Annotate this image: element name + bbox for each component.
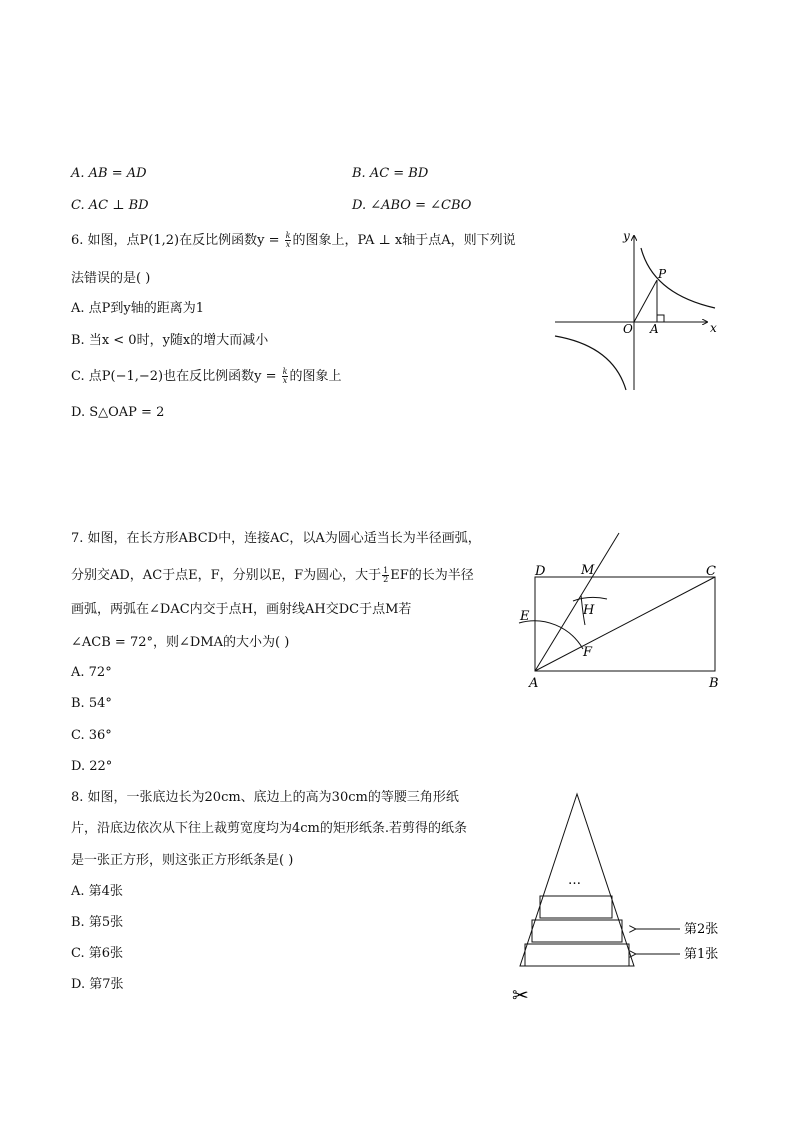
q7-option-a: A. 72° bbox=[71, 665, 112, 680]
q6-label-a: A bbox=[650, 322, 659, 336]
q7-label-e: E bbox=[520, 609, 530, 624]
q7-label-a: A bbox=[529, 676, 539, 691]
q8-option-c: C. 第6张 bbox=[71, 946, 124, 961]
q7-stem-part1: 分别交AD，AC于点E，F，分别以E，F为圆心，大于 bbox=[71, 568, 382, 583]
q7-stem-part2: EF的长为半径 bbox=[390, 568, 474, 583]
q7-option-c: C. 36° bbox=[71, 728, 112, 743]
q5-option-a: A. AB = AD bbox=[71, 166, 147, 181]
q6-stem-part1: 6. 如图，点P(1,2)在反比例函数y = bbox=[71, 233, 284, 248]
q7-frac-den: 2 bbox=[383, 575, 389, 584]
q6-frac-den: x bbox=[285, 240, 291, 249]
q7-stem-line2 bbox=[71, 567, 474, 585]
q6-stem-line2: 法错误的是( ) bbox=[71, 271, 151, 286]
q6-option-c bbox=[71, 368, 341, 386]
q7-label-h: H bbox=[583, 603, 595, 618]
q6-option-b: B. 当x < 0时，y随x的增大而减小 bbox=[71, 333, 269, 348]
q6-segment-op bbox=[634, 280, 657, 322]
q8-label-strip-1: 第1张 bbox=[684, 947, 719, 962]
q8-option-b: B. 第5张 bbox=[71, 915, 124, 930]
q6-c-frac-den: x bbox=[282, 376, 288, 385]
q7-label-m: M bbox=[581, 563, 595, 578]
q5-option-c: C. AC ⊥ BD bbox=[71, 198, 149, 213]
q8-ellipsis: … bbox=[568, 873, 581, 888]
q6-c-frac-num: k bbox=[282, 367, 288, 376]
q6-fraction bbox=[285, 232, 292, 249]
q7-option-b: B. 54° bbox=[71, 696, 112, 711]
q7-label-f: F bbox=[583, 645, 593, 660]
q6-label-x: x bbox=[710, 321, 717, 335]
q7-stem-line4: ∠ACB = 72°，则∠DMA的大小为( ) bbox=[71, 635, 290, 650]
q8-strip-2 bbox=[532, 920, 622, 942]
q8-stem-line2: 片，沿底边依次从下往上裁剪宽度均为4cm的矩形纸条.若剪得的纸条 bbox=[71, 821, 468, 836]
q7-option-d: D. 22° bbox=[71, 759, 113, 774]
q8-triangle-figure bbox=[510, 788, 730, 1010]
q7-stem-line3: 画弧，两弧在∠DAC内交于点H，画射线AH交DC于点M若 bbox=[71, 602, 412, 617]
q6-option-c-part1: C. 点P(−1,−2)也在反比例函数y = bbox=[71, 369, 281, 384]
q6-option-c-fraction bbox=[282, 368, 289, 385]
q6-option-c-part2: 的图象上 bbox=[289, 369, 342, 384]
q7-frac-num: 1 bbox=[383, 566, 389, 575]
q8-strip-1 bbox=[525, 944, 629, 966]
q7-diagonal-ac bbox=[535, 577, 715, 671]
q8-option-d: D. 第7张 bbox=[71, 977, 124, 992]
q6-frac-num: k bbox=[285, 231, 291, 240]
q8-option-a: A. 第4张 bbox=[71, 884, 123, 899]
q7-label-b: B bbox=[709, 676, 719, 691]
q6-label-y: y bbox=[623, 229, 630, 243]
q7-label-c: C bbox=[706, 564, 716, 579]
q8-stem-line1: 8. 如图，一张底边长为20cm、底边上的高为30cm的等腰三角形纸 bbox=[71, 790, 459, 805]
scissors-icon: ✂ bbox=[512, 983, 529, 1007]
q8-stem-line3: 是一张正方形，则这张正方形纸条是( ) bbox=[71, 853, 294, 868]
q6-stem-part2: 的图象上，PA ⊥ x轴于点A，则下列说 bbox=[292, 233, 516, 248]
q6-right-angle-mark bbox=[657, 315, 664, 322]
q7-fraction bbox=[382, 567, 389, 584]
q6-option-a: A. 点P到y轴的距离为1 bbox=[71, 301, 205, 316]
q7-rectangle-figure bbox=[515, 525, 730, 695]
q5-option-d: D. ∠ABO = ∠CBO bbox=[352, 198, 472, 213]
q8-label-strip-2: 第2张 bbox=[684, 922, 719, 937]
q7-ray-ah bbox=[535, 533, 619, 671]
q7-stem-line1: 7. 如图，在长方形ABCD中，连接AC，以A为圆心适当长为半径画弧， bbox=[71, 531, 481, 546]
q6-hyperbola-figure bbox=[555, 228, 725, 398]
q6-label-p: P bbox=[658, 267, 667, 281]
q8-strip-3 bbox=[540, 896, 612, 918]
q6-branch-quadrant3 bbox=[555, 336, 626, 390]
q6-option-d: D. S△OAP = 2 bbox=[71, 405, 165, 420]
q5-option-b: B. AC = BD bbox=[352, 166, 429, 181]
q6-branch-quadrant1 bbox=[641, 248, 715, 308]
q6-label-o: O bbox=[623, 322, 633, 336]
q7-label-d: D bbox=[535, 564, 546, 579]
q6-stem-line1 bbox=[71, 232, 516, 250]
